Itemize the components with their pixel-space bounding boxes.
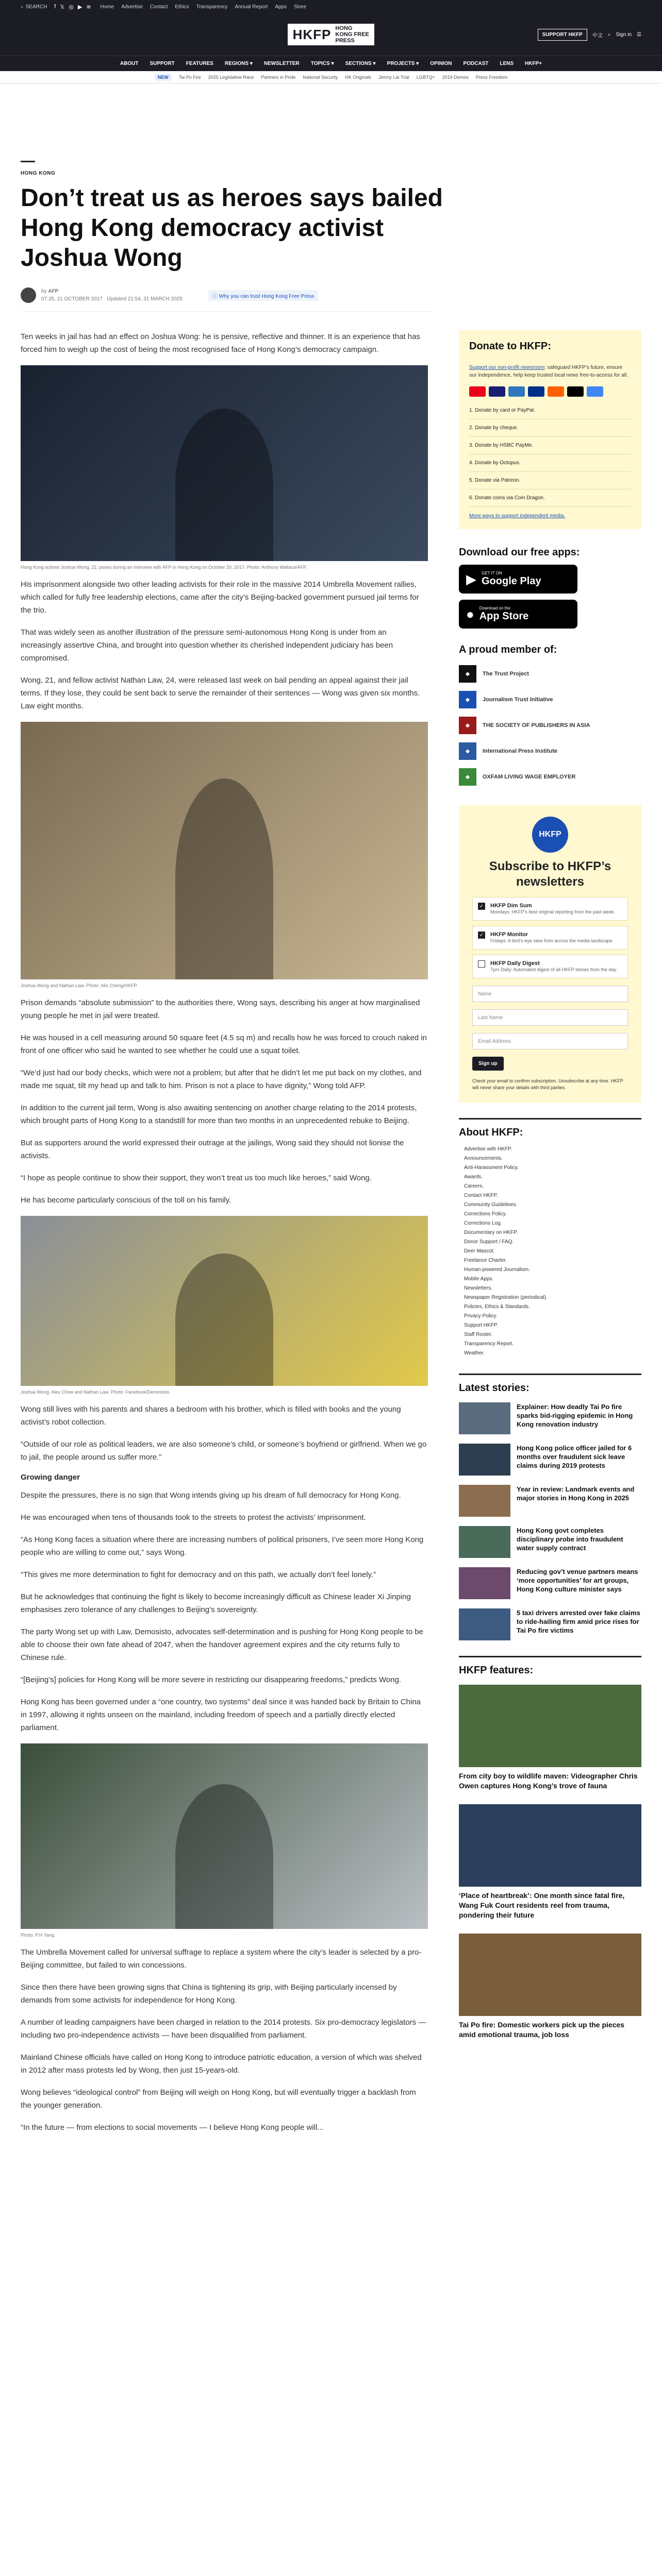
org-name: OXFAM LIVING WAGE EMPLOYER [483,774,576,780]
article-paragraph: He was housed in a cell measuring around 50 square feet (4.5 sq m) and recalls how he was forced to crouch naked in front of one officer who said he wanted to see whether he could use a squat toilet. [21,1033,427,1055]
trending-link[interactable]: HK Originals [345,74,371,80]
org-name: Journalism Trust Initiative [483,697,553,703]
nav-item[interactable]: REGIONS ▾ [224,61,253,66]
person-silhouette [175,409,273,561]
newsletter-fineprint: Check your email to confirm subscription. Unsubscribe at any time. HKFP will never share your details with third parties. [472,1078,623,1090]
discover-icon [548,386,564,397]
new-badge: NEW [155,74,172,81]
menu-icon[interactable]: ☰ [637,32,641,38]
newsletter-name: HKFP Monitor [490,931,528,938]
nav-item[interactable]: SECTIONS ▾ [345,61,376,66]
photo-caption: Joshua Wong, Alex Chow and Nathan Law. Photo: Facebook/Demosisto. [21,1389,171,1395]
feature-title[interactable]: ‘Place of heartbreak’: One month since fatal fire, Wang Fuk Court residents reel from trauma, pondering their future [459,1891,625,1919]
about-link[interactable]: Announcements. [464,1156,503,1161]
about-link[interactable]: Corrections Log. [464,1221,502,1226]
about-link[interactable]: Anti-Harassment Policy. [464,1165,519,1171]
article-paragraph: But as supporters around the world expressed their outrage at the jailings, Wong said they should not lionise the activists. [21,1139,404,1160]
trending-link[interactable]: Partners in Pride [261,74,296,80]
article-figure [21,722,428,989]
about-link[interactable]: Awards. [464,1174,483,1180]
name-input[interactable]: Name [472,986,628,1002]
paypal-icon [528,386,544,397]
top-link[interactable]: Contact [150,4,168,10]
article-paragraph: “In the future — from elections to social movements — I believe Hong Kong people will... [21,2123,324,2132]
nav-item[interactable]: PROJECTS ▾ [387,61,419,66]
category-label[interactable]: HONG KONG [21,171,56,176]
trending-bar [0,71,662,83]
masthead-actions [538,29,642,41]
donate-option[interactable]: 2. Donate by cheque. [469,419,631,437]
nav-item[interactable]: LENS [500,61,514,66]
sidebar [459,330,641,2053]
trust-link[interactable]: ⓘ Why you can trust Hong Kong Free Press [208,290,318,301]
member-org[interactable] [459,687,641,713]
search-icon[interactable]: ⌕ [607,32,611,38]
photo-caption: Hong Kong activist Joshua Wong, 21, poses during an interview with AFP in Hong Kong on October 20, 2017. Photo: Anthony Wallace/AFP. [21,565,307,570]
top-link[interactable]: Transparency [196,4,228,10]
last-name-input[interactable]: Last Name [472,1009,628,1026]
top-link[interactable]: Apps [275,4,287,10]
newsletter-option[interactable] [472,955,628,978]
latest-story[interactable] [459,1608,641,1640]
author-name[interactable]: AFP [48,289,59,294]
amex-icon [508,386,525,397]
article-paragraph: Prison demands “absolute submission” to the authorities there, Wong says, describing his anger at how marginalised young people he met in jail were treated. [21,998,420,1020]
masthead [0,13,662,56]
x-icon[interactable]: 𝕏 [60,4,65,10]
person-silhouette [175,1784,273,1929]
article-paragraph: That was widely seen as another illustration of the pressure semi-autonomous Hong Kong is under from an increasingly assertive China, and brought into question whether its cherished independent judiciary has been compromised. [21,628,393,663]
article-paragraph: His imprisonment alongside two other leading activists for their role in the massive 2014 Umbrella Movement rallies, which called for fully free leadership elections, came after the city’s Beijing-backed government pursued jail terms for the trio. [21,580,419,615]
article-figure [21,1216,428,1396]
newsletter-name: HKFP Daily Digest [490,960,540,967]
story-thumbnail[interactable] [459,1485,510,1517]
nav-item[interactable]: FEATURES [186,61,213,66]
article-paragraph: Wong still lives with his parents and shares a bedroom with his brother, which is filled with books and the young activist’s robot collection. [21,1405,401,1427]
newsletter-option[interactable] [472,897,628,921]
latest-story[interactable] [459,1402,641,1434]
article-photo[interactable] [21,1216,428,1386]
visa-icon [489,386,505,397]
latest-heading: Latest stories: [459,1382,529,1394]
nav-item[interactable]: TOPICS ▾ [310,61,334,66]
checkbox[interactable]: ✓ [478,931,485,939]
mastercard-icon [469,386,486,397]
nav-item[interactable]: HKFP+ [525,61,542,66]
nav-item[interactable]: SUPPORT [150,61,175,66]
page-content [21,161,641,2132]
newsletter-option[interactable] [472,926,628,950]
about-link[interactable]: Contact HKFP. [464,1193,498,1198]
article-paragraph: Ten weeks in jail has had an effect on Joshua Wong: he is pensive, reflective and thinner. It is an experience that has forced him to weigh up the cost of being the most recognised face of Hong Kong’s democracy campaign. [21,332,420,354]
app-store-badge[interactable]: ● Download on the App Store [459,600,577,629]
about-link[interactable]: Staff Roster. [464,1332,492,1337]
article-paragraph: Since then there have been growing signs that China is tightening its grip, with Beijing particularly incensed by demands from some activists for independence for Hong Kong. [21,1983,397,2005]
feature-image[interactable] [459,1685,641,1767]
about-heading: About HKFP: [459,1127,523,1138]
hkfp-logo[interactable]: HKFP HONG KONG FREE PRESS [288,24,375,45]
main-navigation [0,56,662,71]
more-ways-link[interactable]: More ways to support independent media. [469,513,566,519]
about-link[interactable]: Policies, Ethics & Standards. [464,1304,530,1310]
about-link[interactable]: Community Guidelines. [464,1202,518,1208]
article-paragraph: “We’d just had our body checks, which were not a problem; but after that he didn’t let me put back on my clothes, and made me squat, tilt my head up and talk to him. Prison is not a place to have dignity,” Wong told AFP. [21,1069,422,1090]
article-paragraph: “Outside of our role as political leaders, we are also someone’s child, or someone’s boyfriend or girlfriend. When we go to jail, the people around us suffer more.” [21,1440,427,1462]
top-link[interactable]: Advertise [121,4,143,10]
article-paragraph: Despite the pressures, there is no sign that Wong intends giving up his dream of full democracy for Hong Kong. [21,1491,401,1500]
about-link[interactable]: Privacy Policy. [464,1313,498,1319]
article-paragraph: “This gives me more determination to fight for democracy and on this path, we actually don’t feel lonely.” [21,1570,376,1579]
story-title[interactable]: 5 taxi drivers arrested over fake claims to ride-hailing firm amid price rises for Tai Po fire victims [517,1609,640,1634]
donate-option[interactable]: 4. Donate by Octopus. [469,454,631,472]
person-silhouette [175,778,273,979]
publish-date: 07:35, 21 OCTOBER 2017 [41,296,103,302]
top-link[interactable]: Store [294,4,307,10]
latest-story[interactable] [459,1444,641,1476]
trending-links [179,75,508,80]
org-logo-icon: ◆ [459,665,476,683]
apps-section [459,547,641,629]
facebook-icon[interactable]: f [54,3,56,10]
article-paragraph: “I hope as people continue to show their support, they won’t treat us too much like heroes,” said Wong. [21,1174,372,1182]
about-link[interactable]: Transparency Report. [464,1341,514,1347]
org-logo-icon: ◆ [459,742,476,760]
features-heading: HKFP features: [459,1665,534,1676]
trending-link[interactable]: 2019 Demos [442,74,469,80]
newsletter-desc: Fridays: A bird’s-eye view from across the media landscape. [490,938,614,943]
support-button[interactable]: SUPPORT HKFP [538,29,587,41]
googlepay-icon [587,386,603,397]
newsletter-logo: HKFP [532,817,568,853]
apps-heading: Download our free apps: [459,547,580,558]
article-paragraph: In addition to the current jail term, Wong is also awaiting sentencing on another charge relating to the 2014 protests, which brought parts of Hong Kong to a standstill for more than two months in an unprecedented rebuke to Beijing. [21,1104,417,1125]
trending-link[interactable]: Jimmy Lai Trial [378,74,409,80]
story-thumbnail[interactable] [459,1608,510,1640]
youtube-icon[interactable]: ▶ [77,4,82,10]
section-heading: Growing danger [21,1473,80,1482]
donate-option[interactable]: 6. Donate coins via Coin Dragon. [469,489,631,507]
apple-icon: ● [466,606,474,622]
donate-option[interactable]: 5. Donate via Patreon. [469,472,631,489]
article-photo[interactable] [21,365,428,561]
top-link[interactable]: Home [100,4,114,10]
latest-story[interactable] [459,1485,641,1517]
payment-cards [469,386,631,397]
author-avatar [21,287,36,303]
title-rule [21,161,35,162]
about-link[interactable]: Support HKFP. [464,1323,498,1328]
newsletter-desc: 7pm Daily: Automated digest of all HKFP stories from the day. [490,967,617,972]
story-thumbnail[interactable] [459,1444,510,1476]
top-link[interactable]: Annual Report [235,4,268,10]
about-link[interactable]: Freelance Charter. [464,1258,507,1263]
article-paragraph: Wong, 21, and fellow activist Nathan Law, 24, were released last week on bail pending an appeal against their jail terms. If they lose, they could be sent back to serve the remainder of their sentences — Wong was given six months. Law eight months. [21,676,420,710]
feature-title[interactable]: Tai Po fire: Domestic workers pick up the pieces amid emotional trauma, job loss [459,2021,625,2039]
latest-story[interactable] [459,1567,641,1599]
article-figure [21,1743,428,1939]
member-org[interactable] [459,738,641,764]
about-link[interactable]: Deer Mascot. [464,1248,495,1254]
org-logo-icon: ◆ [459,691,476,708]
article-paragraph: “[Beijing’s] policies for Hong Kong will be more severe in restricting our disappearing freedoms,” predicts Wong. [21,1675,402,1684]
article-paragraph: He has become particularly conscious of the toll on his family. [21,1196,231,1205]
about-link[interactable]: Newsletters. [464,1285,493,1291]
story-thumbnail[interactable] [459,1567,510,1599]
about-link[interactable]: Weather. [464,1350,485,1356]
article-title: Don’t treat us as heroes says bailed Hong Kong democracy activist Joshua Wong [21,184,443,272]
trending-link[interactable]: National Security [303,74,338,80]
trending-link[interactable]: Tai Po Fire [178,74,201,80]
instagram-icon[interactable]: ◎ [69,4,74,10]
feature-title[interactable]: From city boy to wildlife maven: Videographer Chris Owen captures Hong Kong’s trove of fauna [459,1772,638,1790]
article-paragraph: Wong believes “ideological control” from Beijing will weigh on Hong Kong, but will eventually trigger a backlash from the younger generation. [21,2088,416,2110]
sign-in-link[interactable]: Sign in [616,32,632,38]
top-links [101,4,314,10]
person-silhouette [175,1253,273,1386]
donate-link[interactable]: Support our non-profit newsroom [469,365,545,370]
story-title[interactable]: Hong Kong police officer jailed for 6 months over fraudulent sick leave claims during 2019 protests [517,1444,632,1469]
donate-box: Donate to HKFP: Support our non-profit newsroom: safeguard HKFP’s future, ensure our independence, help keep trusted local news free-to-access for all. 1. Donate by card or PayPal. 2. Donate by cheque. 3. Donate by HSBC PayMe. 4. Donate by Octopus. 5. Donate via Patreon. 6. Donate coins via Coin Dragon. More ways to support independent media. [459,330,641,529]
donate-option[interactable]: 1. Donate by card or PayPal. [469,402,631,419]
rss-icon[interactable]: ≋ [86,4,91,10]
top-utility-bar [0,0,662,13]
article-paragraph: He was encouraged when tens of thousands took to the streets to protest the activists’ imprisonment. [21,1513,366,1522]
member-heading: A proud member of: [459,644,557,655]
play-icon: ▶ [466,571,476,587]
donate-option[interactable]: 3. Donate by HSBC PayMe. [469,437,631,454]
latest-section [459,1374,641,1640]
about-link[interactable]: Donor Support / FAQ. [464,1239,514,1245]
article-photo[interactable] [21,1743,428,1929]
nav-item[interactable]: NEWSLETTER [263,61,300,66]
updated-date: Updated 21:54, 31 MARCH 2025 [107,296,183,302]
search-link[interactable]: ⌕ SEARCH [21,4,47,10]
search-icon: ⌕ [21,4,24,10]
org-logo-icon: ◆ [459,768,476,786]
photo-caption: Joshua Wong and Nathan Law. Photo: Alis Cheng/HKFP. [21,983,138,988]
article-paragraph: Hong Kong has been governed under a “one country, two systems” deal since it was handed back by Britain to China in 1997, allowing it rights unseen on the mainland, including freedom of speech and a partially directly elected parliament. [21,1698,421,1732]
org-name: International Press Institute [483,748,557,754]
nav-item[interactable]: OPINION [430,61,452,66]
feature-image[interactable] [459,1934,641,2016]
trending-link[interactable]: LGBTQ+ [416,74,435,80]
org-name: The Trust Project [483,671,529,677]
social-icons [54,4,91,10]
donate-options [469,402,631,507]
trending-link[interactable]: Press Freedom [475,74,508,80]
newsletter-name: HKFP Dim Sum [490,903,532,909]
story-title[interactable]: Explainer: How deadly Tai Po fire sparks bid-rigging epidemic in Hong Kong renovation industry [517,1403,633,1428]
newsletter-box [459,805,641,1103]
article-paragraph: The Umbrella Movement called for universal suffrage to replace a system where the city’s leader is selected by a pro-Beijing committee, but failed to win concessions. [21,1948,422,1970]
member-org[interactable] [459,661,641,687]
article-paragraph: The party Wong set up with Law, Demosisto, advocates self-determination and is pushing for Hong Kong people to be able to choose their own fate ahead of 2047, when the handover agreement expires and the city returns fully to Chinese rule. [21,1628,424,1662]
newsletter-title: Subscribe to HKFP’s newsletters [489,859,611,889]
article-paragraph: A number of leading campaigners have been charged in relation to the 2014 protests. Six pro-democracy legislators — including two pro-independence activists — have been disqualified from parliament. [21,2018,426,2040]
applepay-icon [567,386,584,397]
about-link[interactable]: Documentary on HKFP. [464,1230,518,1235]
article-figure [21,365,428,571]
signup-button[interactable]: Sign up [472,1057,504,1071]
latest-story[interactable] [459,1526,641,1558]
about-link[interactable]: Mobile Apps. [464,1276,494,1282]
story-thumbnail[interactable] [459,1526,510,1558]
donate-heading: Donate to HKFP: [469,341,551,352]
trending-link[interactable]: 2025 Legislative Race [208,74,254,80]
nav-item[interactable]: ABOUT [120,61,139,66]
photo-caption: Photo: P.H Yang. [21,1933,56,1938]
article-paragraph: But he acknowledges that continuing the fight is likely to become increasingly difficult as Chinese leader Xi Jinping emphasises zero tolerance of any challenges to Beijing’s sovereignty. [21,1592,411,1614]
member-section [459,644,641,790]
feature-image[interactable] [459,1804,641,1887]
checkbox[interactable]: ✓ [478,903,485,910]
google-play-badge[interactable]: ▶ GET IT ON Google Play [459,565,577,594]
about-link[interactable]: Human-powered Journalism. [464,1267,530,1273]
story-title[interactable]: Reducing gov’t venue partners means ‘more opportunities’ for art groups, Hong Kong culture minister says [517,1568,638,1593]
nav-item[interactable]: PODCAST [463,61,489,66]
org-logo-icon: ◆ [459,717,476,734]
email-input[interactable]: Email Address [472,1033,628,1049]
byline: by AFP 07:35, 21 OCTOBER 2017 Updated 21:54, 31 MARCH 2025 ⓘ Why you can trust Hong Kong Free Press [21,287,433,312]
about-link[interactable]: Corrections Policy. [464,1211,507,1217]
article-photo[interactable] [21,722,428,979]
about-link[interactable]: Advertise with HKFP. [464,1146,512,1152]
article-body [21,330,428,2143]
story-thumbnail[interactable] [459,1402,510,1434]
checkbox[interactable] [478,960,485,968]
member-org[interactable] [459,764,641,790]
member-org[interactable] [459,713,641,738]
about-section [459,1118,641,1358]
about-link[interactable]: Careers. [464,1183,484,1189]
story-title[interactable]: Year in review: Landmark events and major stories in Hong Kong in 2025 [517,1485,635,1502]
about-link[interactable]: Newspaper Registration (periodical). [464,1295,548,1300]
top-link[interactable]: Ethics [175,4,189,10]
newsletter-desc: Mondays: HKFP’s best original reporting from the past week. [490,909,615,914]
article-paragraph: “As Hong Kong faces a situation where there are increasing numbers of political prisoners, I’ve seen more Hong Kong people who are willing to come out,” says Wong. [21,1535,424,1557]
features-section [459,1656,641,2040]
story-title[interactable]: Hong Kong govt completes disciplinary probe into fraudulent water supply contract [517,1527,623,1552]
language-link[interactable]: 中文 [592,33,603,39]
article-paragraph: Mainland Chinese officials have called on Hong Kong to introduce patriotic education, a version of which was shelved in 2012 after mass protests led by Wong, then just 15-years-old. [21,2053,422,2075]
org-name: THE SOCIETY OF PUBLISHERS IN ASIA [483,722,590,728]
